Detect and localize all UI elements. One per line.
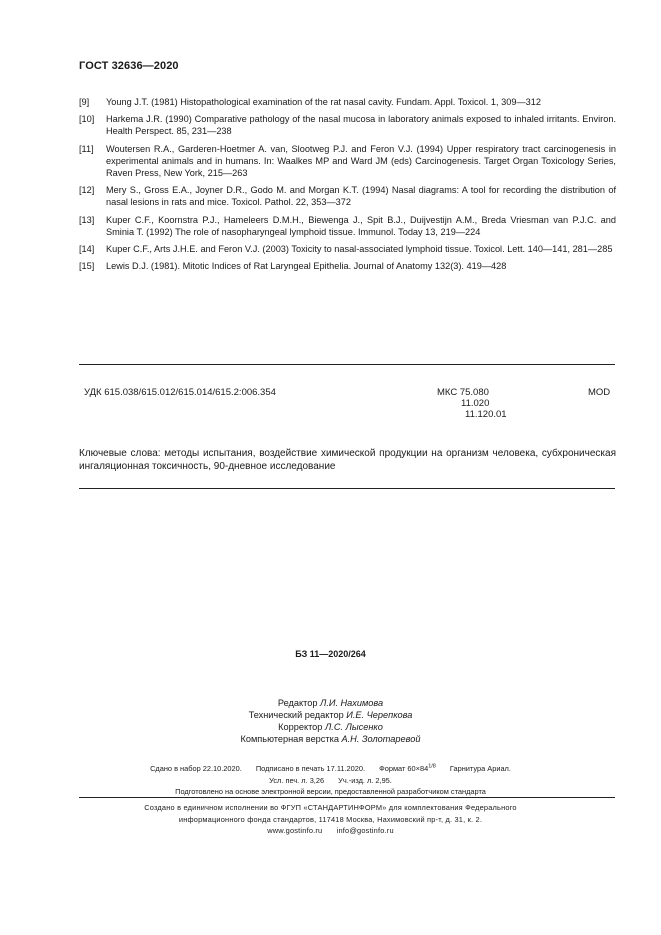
divider-top: [79, 364, 615, 365]
editor-name: А.Н. Золотаревой: [341, 734, 421, 744]
reference-item: [79, 96, 616, 108]
reference-item: [79, 184, 616, 208]
reference-text: Young J.T. (1981) Histopathological examination of the rat nasal cavity. Fundam. Appl. Toxicol. 1, 309—312: [106, 97, 541, 107]
sent-date: Сдано в набор 22.10.2020.: [150, 764, 242, 774]
reference-item: [79, 260, 616, 272]
print-info: [0, 762, 661, 798]
reference-number: [10]: [79, 114, 95, 125]
mod-label: MOD: [588, 387, 611, 398]
editor-line: [0, 697, 661, 709]
editor-role: Технический редактор: [248, 710, 344, 720]
editor-name: И.Е. Черепкова: [346, 710, 413, 720]
udk-code: УДК 615.038/615.012/615.014/615.2:006.354: [84, 387, 276, 398]
editor-name: Л.С. Лысенко: [324, 722, 383, 732]
reference-number: [13]: [79, 214, 95, 225]
reference-text: Kuper C.F., Koornstra P.J., Hameleers D.M.H., Biewenga J., Spit B.J., Duijvestijn A.M., Breda Vriesman van P.J.C. and Sminia T. (1992) The role of nasopharyngeal lymphoid tissue. Immunol. Today 13, 219—224: [106, 214, 616, 237]
reference-item: [79, 243, 616, 255]
publishing-sheets: Уч.-изд. л. 2,95.: [338, 775, 392, 785]
printed-sheets: Усл. печ. л. 3,26: [269, 775, 325, 785]
signed-date: Подписано в печать 17.11.2020.: [255, 764, 366, 774]
reference-text: Lewis D.J. (1981). Mitotic Indices of Rat Laryngeal Epithelia. Journal of Anatomy 132(3). 419—428: [106, 261, 507, 272]
reference-text: Harkema J.R. (1990) Comparative pathology of the nasal mucosa in laboratory animals exposed to inhaled irritants. Environ. Health Perspect. 85, 231—238: [106, 114, 616, 137]
created-line-1: Создано в единичном исполнении во ФГУП «СТАНДАРТИНФОРМ» для комплектования Федерального: [144, 803, 517, 812]
keywords-text: Ключевые слова: методы испытания, воздействие химической продукции на организм человека, субхроническая ингаляционная токсичность, 90-дневное исследование: [79, 448, 616, 472]
divider-footer: [79, 797, 615, 798]
reference-number: [11]: [79, 143, 94, 154]
reference-text: Kuper C.F., Arts J.H.E. and Feron V.J. (2003) Toxicity to nasal-associated lymphoid tissue. Toxicol. Lett. 140—141, 281—285: [106, 244, 613, 255]
references-list: [79, 96, 616, 277]
paper-format: Формат $60\times 84^{1/8}$: [379, 764, 436, 774]
reference-number: [12]: [79, 185, 95, 196]
editor-name: Л.И. Нахимова: [320, 698, 384, 708]
standard-header: ГОСТ 32636—2020: [79, 60, 179, 72]
reference-item: [79, 214, 616, 238]
prepared-note: Подготовлено на основе электронной версии, предоставленной разработчиком стандарта: [175, 787, 486, 797]
reference-item: [79, 113, 616, 137]
print-line-2: [0, 775, 661, 787]
reference-number: [9]: [79, 97, 90, 107]
reference-text: Mery S., Gross E.A., Joyner D.R., Godo M. and Morgan K.T. (1994) Nasal diagrams: A tool for recording the distribution of nasal lesions in rats and mice. Toxicol. Pathol. 22, 353—372: [106, 185, 616, 208]
typeface: Гарнитура Ариал.: [449, 764, 511, 774]
editors-block: [0, 697, 661, 745]
email-link[interactable]: info@gostinfo.ru: [336, 826, 394, 835]
reference-text: Woutersen R.A., Garderen-Hoetmer A. van, Slootweg P.J. and Feron V.J. (1994) Upper respiratory tract carcinogenesis in experimental animals and in humans. In: Waalkes MP and Ward JM (eds) Carcinogenesis. Target Organ Toxicology Series, Raven Press, New York, 215—263: [106, 143, 616, 179]
reference-number: [14]: [79, 244, 95, 255]
mks-code-3: 11.120.01: [465, 409, 507, 420]
created-line-2: информационного фонда стандартов, 117418 Москва, Нахимовский пр-т, д. 31, к. 2.: [178, 814, 483, 824]
format-fraction: 1/8: [428, 764, 436, 770]
bz-number: БЗ 11—2020/264: [295, 649, 366, 659]
editor-role: Редактор: [277, 698, 318, 708]
reference-number: [15]: [79, 261, 95, 272]
mks-codes: [437, 387, 507, 420]
print-line-1: [0, 762, 661, 775]
editor-line: [0, 709, 661, 721]
editor-role: Корректор: [278, 722, 323, 732]
editor-role: Компьютерная верстка: [240, 734, 339, 744]
created-info: [0, 802, 661, 837]
website-link[interactable]: www.gostinfo.ru: [267, 826, 323, 835]
contacts-line: [0, 825, 661, 837]
editor-line: [0, 721, 661, 733]
mks-code-2: 11.020: [461, 398, 490, 409]
editor-line: [0, 733, 661, 745]
divider-bottom: [79, 488, 615, 489]
reference-item: [79, 143, 616, 180]
mks-code-1: МКС 75.080: [437, 387, 489, 398]
